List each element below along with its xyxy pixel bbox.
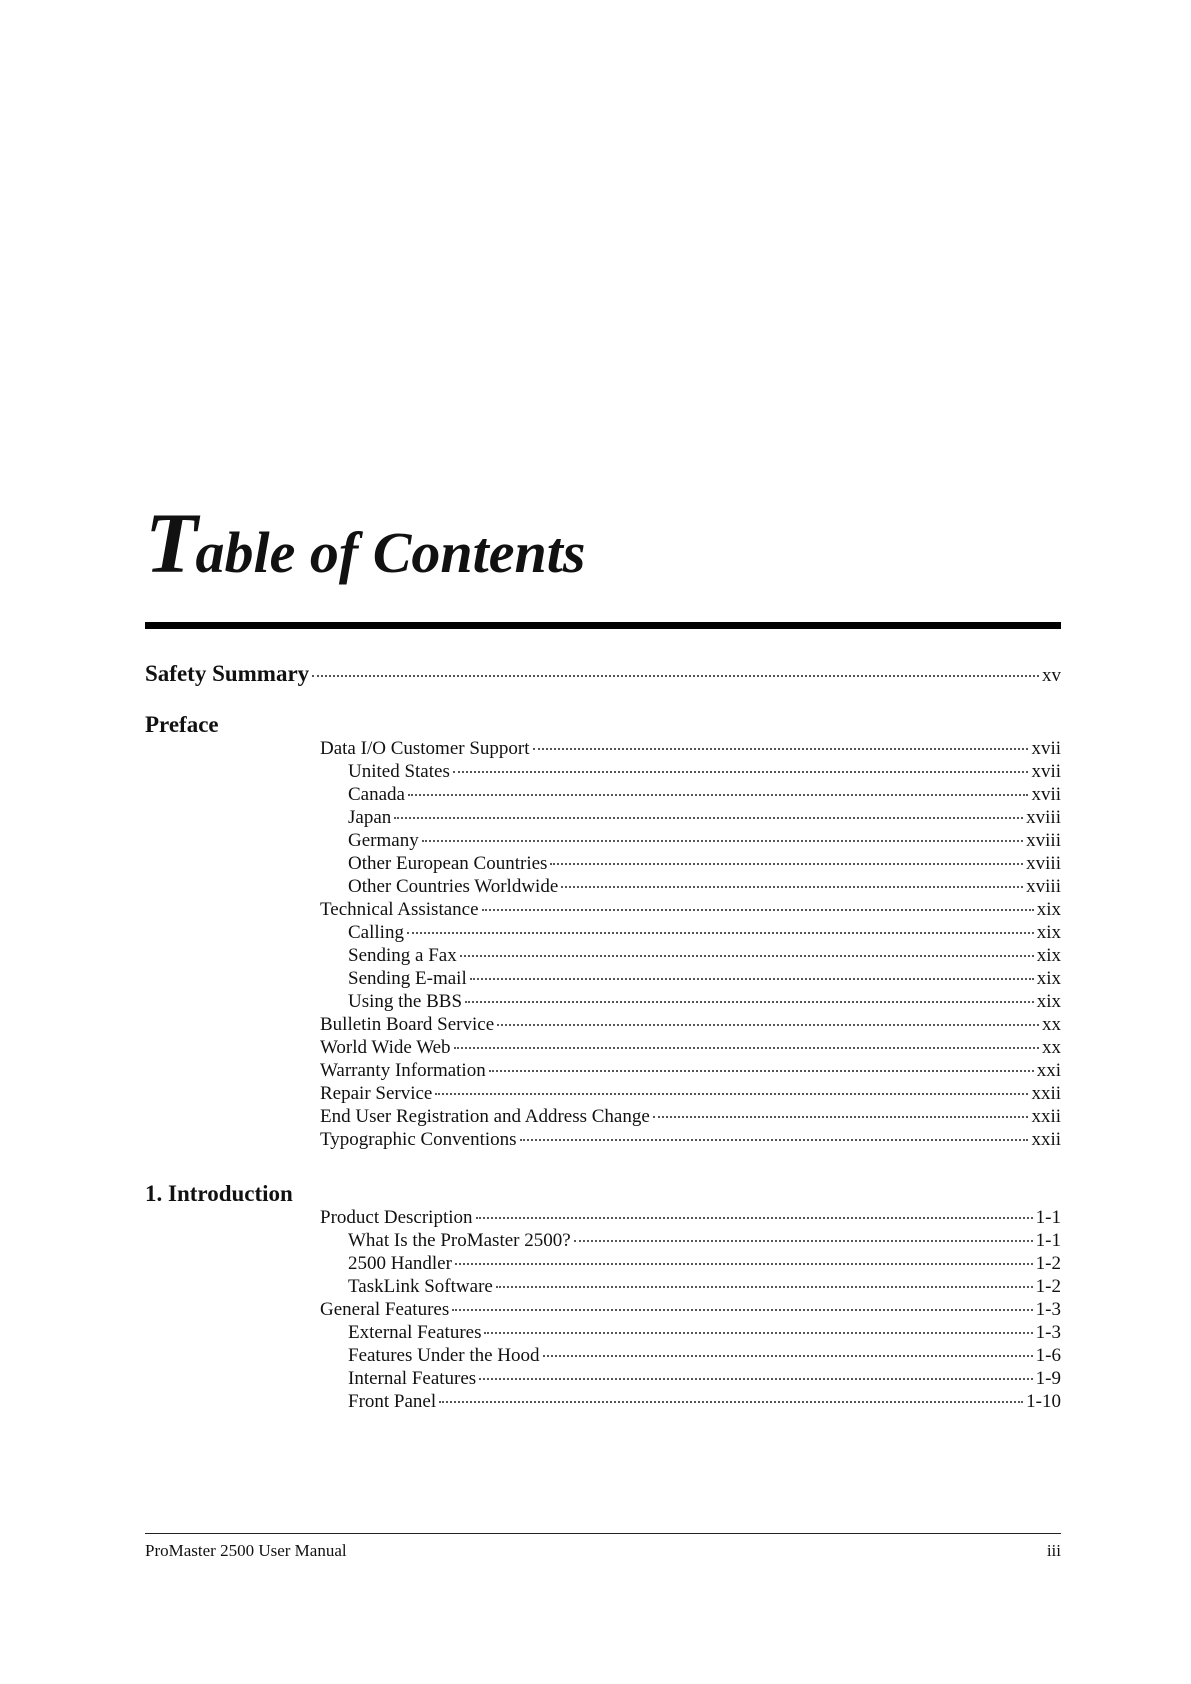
title-initial: T xyxy=(145,495,196,591)
toc-entry[interactable] xyxy=(320,1206,1061,1229)
toc-entry-page: 1-1 xyxy=(1035,1207,1061,1228)
dot-leader xyxy=(520,1139,1029,1141)
toc-entry[interactable] xyxy=(320,1013,1061,1036)
toc-subentry[interactable] xyxy=(348,852,1061,875)
toc-entry[interactable] xyxy=(320,1036,1061,1059)
dot-leader xyxy=(489,1070,1034,1072)
toc-entry[interactable] xyxy=(320,1128,1061,1151)
toc-entry-label: Bulletin Board Service xyxy=(320,1014,495,1035)
toc-entry-page: xxi xyxy=(1036,1060,1061,1081)
toc-entry-page: 1-2 xyxy=(1035,1276,1061,1297)
dot-leader xyxy=(454,1047,1039,1049)
dot-leader xyxy=(422,840,1023,842)
toc-entry-label: Repair Service xyxy=(320,1083,433,1104)
toc-entry[interactable] xyxy=(320,1298,1061,1321)
dot-leader xyxy=(550,863,1023,865)
dot-leader xyxy=(479,1378,1032,1380)
toc-entry-label: Calling xyxy=(348,922,404,943)
dot-leader xyxy=(476,1217,1033,1219)
toc-entry-page: xvii xyxy=(1031,761,1061,782)
dot-leader xyxy=(470,978,1034,980)
toc-entry-page: xix xyxy=(1036,945,1061,966)
toc-entry-label: United States xyxy=(348,761,450,782)
toc-entry-page: 1-3 xyxy=(1035,1299,1061,1320)
toc-entry-label: Germany xyxy=(348,830,419,851)
toc-entry-page: xix xyxy=(1036,899,1061,920)
dot-leader xyxy=(453,771,1029,773)
toc-entry-label: Data I/O Customer Support xyxy=(320,738,530,759)
toc-entry-label: Other European Countries xyxy=(348,853,548,874)
toc-subentry[interactable] xyxy=(348,1367,1061,1390)
toc-entry-label: Safety Summary xyxy=(145,661,310,686)
dot-leader xyxy=(543,1355,1033,1357)
toc-entry-page: xv xyxy=(1042,665,1061,686)
toc-entry-page: xxii xyxy=(1031,1106,1061,1127)
toc-entry-label: Product Description xyxy=(320,1207,473,1228)
toc-subentry[interactable] xyxy=(348,967,1061,990)
title-rule xyxy=(145,622,1061,629)
dot-leader xyxy=(561,886,1023,888)
toc-entry-page: xix xyxy=(1036,922,1061,943)
section-heading-introduction: 1. Introduction xyxy=(145,1181,293,1206)
toc-subentry[interactable] xyxy=(348,944,1061,967)
toc-entry-label: Sending a Fax xyxy=(348,945,457,966)
toc-entry-page: xxii xyxy=(1031,1129,1061,1150)
dot-leader xyxy=(533,748,1029,750)
toc-entry-page: xx xyxy=(1042,1037,1061,1058)
dot-leader xyxy=(465,1001,1034,1003)
toc-entry-label: World Wide Web xyxy=(320,1037,451,1058)
toc-entry-label: 2500 Handler xyxy=(348,1253,452,1274)
toc-subentry[interactable] xyxy=(348,875,1061,898)
dot-leader xyxy=(497,1024,1039,1026)
toc-subentry[interactable] xyxy=(348,1321,1061,1344)
toc-entry-page: xviii xyxy=(1026,853,1061,874)
toc-entry[interactable] xyxy=(320,737,1061,760)
toc-entry-label: What Is the ProMaster 2500? xyxy=(348,1230,571,1251)
section-heading-preface: Preface xyxy=(145,712,219,737)
toc-entry-label: Other Countries Worldwide xyxy=(348,876,559,897)
footer-manual-title: ProMaster 2500 User Manual xyxy=(145,1541,347,1560)
toc-subentry[interactable] xyxy=(348,783,1061,806)
toc-entry-label: External Features xyxy=(348,1322,482,1343)
toc-entry-page: xvii xyxy=(1031,738,1061,759)
toc-entry-page: 1-3 xyxy=(1035,1322,1061,1343)
toc-subentry[interactable] xyxy=(348,1229,1061,1252)
dot-leader xyxy=(484,1332,1032,1334)
toc-entry-page: 1-9 xyxy=(1035,1368,1061,1389)
toc-entry-label: Using the BBS xyxy=(348,991,463,1012)
dot-leader xyxy=(312,675,1039,677)
toc-entry-label: End User Registration and Address Change xyxy=(320,1106,650,1127)
toc-entry-page: 1-1 xyxy=(1035,1230,1061,1251)
toc-subentry[interactable] xyxy=(348,829,1061,852)
dot-leader xyxy=(435,1093,1028,1095)
toc-entry-page: 1-6 xyxy=(1035,1345,1061,1366)
toc-entry-page: xix xyxy=(1036,968,1061,989)
footer-rule xyxy=(145,1533,1061,1534)
toc-entry-label: Warranty Information xyxy=(320,1060,486,1081)
toc-entry-page: xvii xyxy=(1031,784,1061,805)
toc-subentry[interactable] xyxy=(348,1344,1061,1367)
footer-page-number: iii xyxy=(1046,1541,1061,1560)
dot-leader xyxy=(482,909,1034,911)
toc-entry-page: 1-10 xyxy=(1026,1391,1061,1412)
toc-subentry[interactable] xyxy=(348,1390,1061,1413)
toc-entry-label: Front Panel xyxy=(348,1391,437,1412)
toc-entry-label: Canada xyxy=(348,784,405,805)
dot-leader xyxy=(394,817,1023,819)
toc-entry[interactable] xyxy=(320,898,1061,921)
toc-entry-page: xviii xyxy=(1026,807,1061,828)
toc-subentry[interactable] xyxy=(348,1252,1061,1275)
toc-subentry[interactable] xyxy=(348,1275,1061,1298)
toc-entry-page: xix xyxy=(1036,991,1061,1012)
toc-entry-label: General Features xyxy=(320,1299,450,1320)
title-rest: able of Contents xyxy=(195,520,586,585)
toc-subentry[interactable] xyxy=(348,806,1061,829)
dot-leader xyxy=(574,1240,1033,1242)
toc-entry-page: xviii xyxy=(1026,830,1061,851)
dot-leader xyxy=(460,955,1034,957)
toc-entry-page: xx xyxy=(1042,1014,1061,1035)
toc-entry-page: 1-2 xyxy=(1035,1253,1061,1274)
page-title xyxy=(145,495,586,591)
dot-leader xyxy=(408,794,1028,796)
toc-subentry[interactable] xyxy=(348,760,1061,783)
toc-entry-page: xxii xyxy=(1031,1083,1061,1104)
toc-entry-page: xviii xyxy=(1026,876,1061,897)
toc-entry-label: Features Under the Hood xyxy=(348,1345,540,1366)
toc-entry[interactable] xyxy=(320,1105,1061,1128)
toc-subentry[interactable] xyxy=(348,921,1061,944)
toc-entry[interactable] xyxy=(320,1082,1061,1105)
dot-leader xyxy=(455,1263,1033,1265)
toc-entry-label: Sending E-mail xyxy=(348,968,467,989)
toc-entry-label: Japan xyxy=(348,807,392,828)
toc-entry-label: Internal Features xyxy=(348,1368,477,1389)
toc-entry-label: Technical Assistance xyxy=(320,899,479,920)
dot-leader xyxy=(496,1286,1033,1288)
toc-entry-label: TaskLink Software xyxy=(348,1276,493,1297)
dot-leader xyxy=(439,1401,1023,1403)
dot-leader xyxy=(653,1116,1029,1118)
dot-leader xyxy=(407,932,1034,934)
toc-entry-safety-summary[interactable] xyxy=(145,660,1061,688)
dot-leader xyxy=(452,1309,1032,1311)
toc-entry-label: Typographic Conventions xyxy=(320,1129,517,1150)
toc-subentry[interactable] xyxy=(348,990,1061,1013)
toc-entry[interactable] xyxy=(320,1059,1061,1082)
